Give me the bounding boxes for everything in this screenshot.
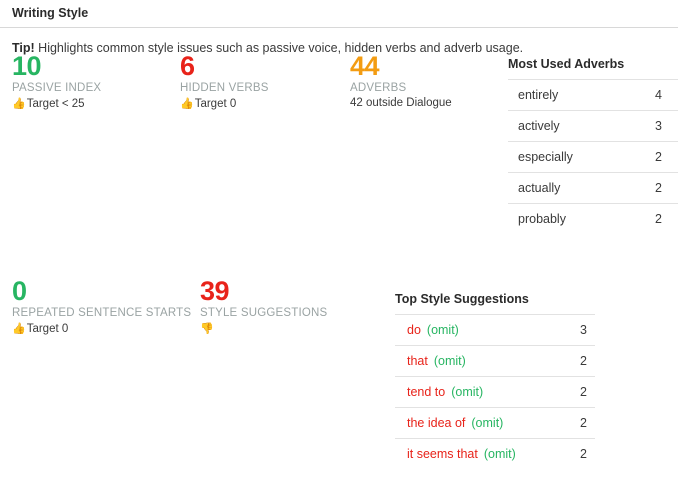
table-row (395, 377, 595, 408)
suggestion-text: the idea of (407, 416, 466, 430)
adverb-word: actually (508, 173, 632, 204)
suggestion-text: tend to (407, 385, 446, 399)
suggestion-phrase (395, 315, 541, 346)
metric-value: 39 (200, 276, 230, 306)
table-row (508, 173, 678, 204)
metric-sub-text: Target < 25 (26, 98, 85, 110)
tip-banner (0, 28, 678, 56)
metric-adverbs (350, 53, 520, 110)
metric-hidden-verbs (180, 53, 350, 110)
suggestion-count: 2 (541, 377, 595, 408)
metric-sub-text: 42 outside Dialogue (350, 97, 452, 109)
panel-title: Most Used Adverbs (508, 57, 625, 71)
suggestion-phrase (395, 408, 541, 439)
suggestion-count: 2 (541, 408, 595, 439)
metric-label: ADVERBS (350, 82, 407, 94)
suggestion-count: 2 (541, 346, 595, 377)
table-row (395, 346, 595, 377)
suggestion-count: 2 (541, 439, 595, 470)
metric-value: 10 (12, 51, 42, 81)
table-row (508, 204, 678, 235)
adverb-count: 3 (632, 111, 678, 142)
tip-label: Tip! (12, 41, 35, 55)
thumbs-down-icon: 👎 (200, 323, 214, 335)
table-row (508, 111, 678, 142)
metric-sub (180, 97, 350, 110)
suggestion-action: (omit) (451, 385, 484, 399)
adverb-count: 2 (632, 204, 678, 235)
table-row (395, 439, 595, 470)
table-row (508, 142, 678, 173)
suggestion-action: (omit) (426, 323, 459, 337)
metrics-row-primary (12, 53, 520, 110)
suggestion-text: that (407, 354, 428, 368)
metrics-row-secondary (12, 278, 370, 335)
thumbs-up-icon: 👍 (12, 323, 26, 335)
adverb-word: actively (508, 111, 632, 142)
adverb-word: probably (508, 204, 632, 235)
suggestion-text: do (407, 323, 421, 337)
suggestions-table (395, 314, 595, 469)
metric-sub (12, 322, 200, 335)
suggestion-phrase (395, 377, 541, 408)
adverb-count: 4 (632, 80, 678, 111)
metric-label: HIDDEN VERBS (180, 82, 269, 94)
page-title: Writing Style (0, 0, 678, 28)
table-row (395, 408, 595, 439)
most-used-adverbs-panel (508, 57, 678, 234)
top-style-suggestions-panel (395, 292, 595, 469)
metric-repeated-sentence-starts (12, 278, 200, 335)
metric-value: 44 (350, 51, 380, 81)
adverbs-table (508, 79, 678, 234)
metric-label: REPEATED SENTENCE STARTS (12, 307, 192, 319)
adverb-word: especially (508, 142, 632, 173)
suggestion-phrase (395, 346, 541, 377)
panel-title: Top Style Suggestions (395, 292, 529, 306)
metric-sub-text: Target 0 (194, 98, 237, 110)
metric-label: STYLE SUGGESTIONS (200, 307, 328, 319)
suggestion-action: (omit) (471, 416, 504, 430)
suggestion-phrase (395, 439, 541, 470)
metric-sub (12, 97, 180, 110)
suggestion-text: it seems that (407, 447, 478, 461)
metric-sub-text: Target 0 (26, 323, 69, 335)
adverb-count: 2 (632, 173, 678, 204)
metric-style-suggestions (200, 278, 370, 335)
metric-label: PASSIVE INDEX (12, 82, 102, 94)
metric-passive-index (12, 53, 180, 110)
table-row (395, 315, 595, 346)
tip-text: Highlights common style issues such as passive voice, hidden verbs and adverb usage. (34, 41, 524, 55)
adverb-word: entirely (508, 80, 632, 111)
metric-value: 6 (180, 51, 195, 81)
thumbs-up-icon: 👍 (180, 98, 194, 110)
metric-value: 0 (12, 276, 27, 306)
thumbs-up-icon: 👍 (12, 98, 26, 110)
suggestion-count: 3 (541, 315, 595, 346)
table-row (508, 80, 678, 111)
suggestion-action: (omit) (483, 447, 516, 461)
adverb-count: 2 (632, 142, 678, 173)
suggestion-action: (omit) (433, 354, 466, 368)
metric-sub (350, 97, 520, 109)
